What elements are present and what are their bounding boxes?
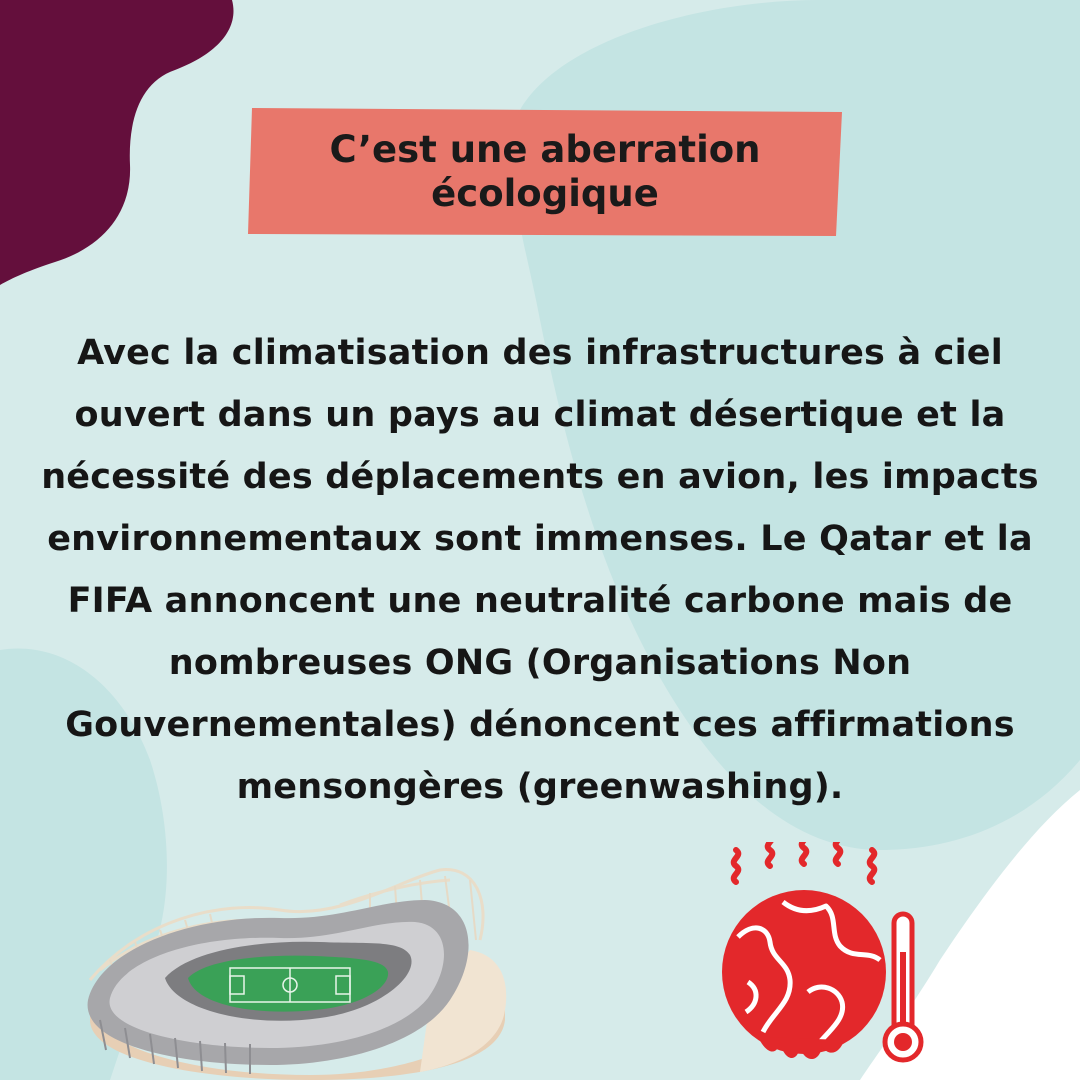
- page-title: C’est une aberration écologique: [329, 128, 761, 215]
- globe: [722, 890, 886, 1054]
- thermometer-icon: [885, 914, 921, 1060]
- drips: [758, 1037, 844, 1059]
- heat-wave: [870, 850, 875, 882]
- body-paragraph: Avec la climatisation des infrastructures à ciel ouvert dans un pays au climat désertique et la nécessité des déplacements en avion, les impacts environnementaux sont immenses. Le Qatar et la FIFA annoncent une neutralité carbone mais de nombreuses ONG (Organisations Non Gouvernementales) dénoncent ces affirmations mensongères (greenwashing).: [41, 333, 1039, 807]
- title-banner: [246, 104, 844, 238]
- hot-earth-icon: [708, 842, 938, 1072]
- stadium-icon: [80, 860, 510, 1080]
- heat-wave: [734, 850, 739, 882]
- heat-wave: [802, 842, 807, 864]
- heat-wave: [768, 842, 773, 866]
- heat-wave: [836, 842, 841, 864]
